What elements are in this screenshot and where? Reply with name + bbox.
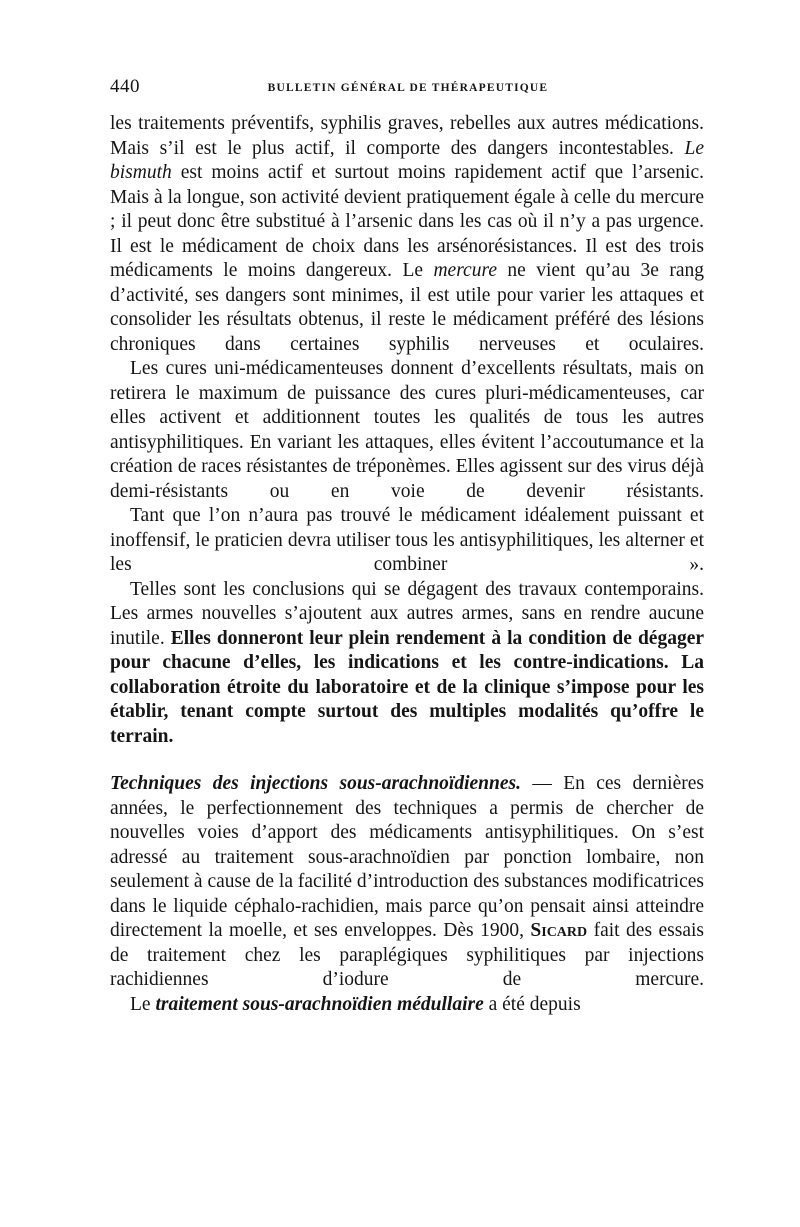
paragraph bbox=[110, 357, 704, 504]
italic-term-mercure: mercure bbox=[433, 260, 497, 281]
text-run: Tant que l’on n’aura pas trouvé le médicament idéalement puissant et inoffensif, le praticien devra utiliser tous les antisyphilitiques, les alterner et les combiner ». bbox=[110, 505, 704, 575]
paragraph bbox=[110, 504, 704, 578]
paragraph bbox=[110, 112, 704, 357]
text-run: ne vient qu’au 3e rang d’activité, ses dangers sont minimes, il est utile pour varier les attaques et consolider les résultats obtenus, il reste le médicament préféré des lésions chroniques dans certaines syphilis nerveuses et oculaires. bbox=[110, 260, 704, 355]
text-run: Telles sont les conclusions qui se dégagent des travaux contemporains. Les armes nouvelles s’ajoutent aux autres armes, sans en rendre aucune inutile. bbox=[110, 578, 704, 649]
text-run: — En ces dernières années, le perfectionnement des techniques a permis de chercher de nouvelles voies d’apport des médicaments antisyphilitiques. On s’est adressé au traitement sous-arachnoïdien par ponction lombaire, non seulement à cause de la facilité d’introduction des substances modificatrices dans le liquide céphalo-rachidien, mais parce qu’on pensait ainsi atteindre directement la moelle, et ses enveloppes. Dès 1900, bbox=[110, 773, 704, 941]
bold-conclusion: Elles donneront leur plein rendement à la condition de dégager pour chacune d’elles, les indications et les contre-indications. La collaboration étroite du laboratoire et de la clinique s’impose pour les établir, tenant compte surtout des multiples modalités qu’offre le terrain. bbox=[110, 627, 704, 747]
text-run: a été depuis bbox=[483, 993, 581, 1015]
text-run: Le bbox=[130, 993, 156, 1015]
paragraph bbox=[110, 993, 704, 1018]
italic-term: traitement sous-arachnoïdien médullaire bbox=[155, 993, 484, 1015]
section-heading: Techniques des injections sous-arachnoïdiennes. bbox=[110, 773, 521, 794]
text-run: les traitements préventifs, syphilis graves, rebelles aux autres médications. Mais s’il est le plus actif, il comporte des dangers incontestables. bbox=[110, 113, 704, 159]
paragraph bbox=[110, 578, 704, 750]
page-number: 440 bbox=[110, 76, 140, 97]
body-text bbox=[110, 112, 704, 1017]
italic-term-bismuth: Le bismuth bbox=[110, 137, 704, 183]
running-title: BULLETIN GÉNÉRAL DE THÉRAPEUTIQUE bbox=[267, 82, 549, 94]
text-run: est moins actif et surtout moins rapidement actif que l’arsenic. Mais à la longue, son activité devient pratiquement égale à celle du mercure ; il peut donc être substitué à l’arsenic dans les cas où il n’y a pas urgence. Il est le médicament de choix dans les arsénorésistances. Il est des trois médicaments le moins dangereux. Le bbox=[110, 162, 704, 281]
text-run: Les cures uni-médicamenteuses donnent d’excellents résultats, mais on retirera le maximum de puissance des cures pluri-médicamenteuses, car elles activent et additionnent toutes les qualités de tous les autres antisyphilitiques. En variant les attaques, elles évitent l’accoutumance et la création de races résistantes de tréponèmes. Elles agissent sur des virus déjà demi-résistants ou en voie de devenir résistants. bbox=[110, 358, 704, 502]
author-name: Sicard bbox=[530, 920, 588, 941]
paragraph bbox=[110, 772, 704, 993]
page-header bbox=[110, 76, 706, 102]
text-run: fait des essais de traitement chez les paraplégiques syphilitiques par injections rachidiennes d’iodure de mercure. bbox=[110, 920, 704, 990]
